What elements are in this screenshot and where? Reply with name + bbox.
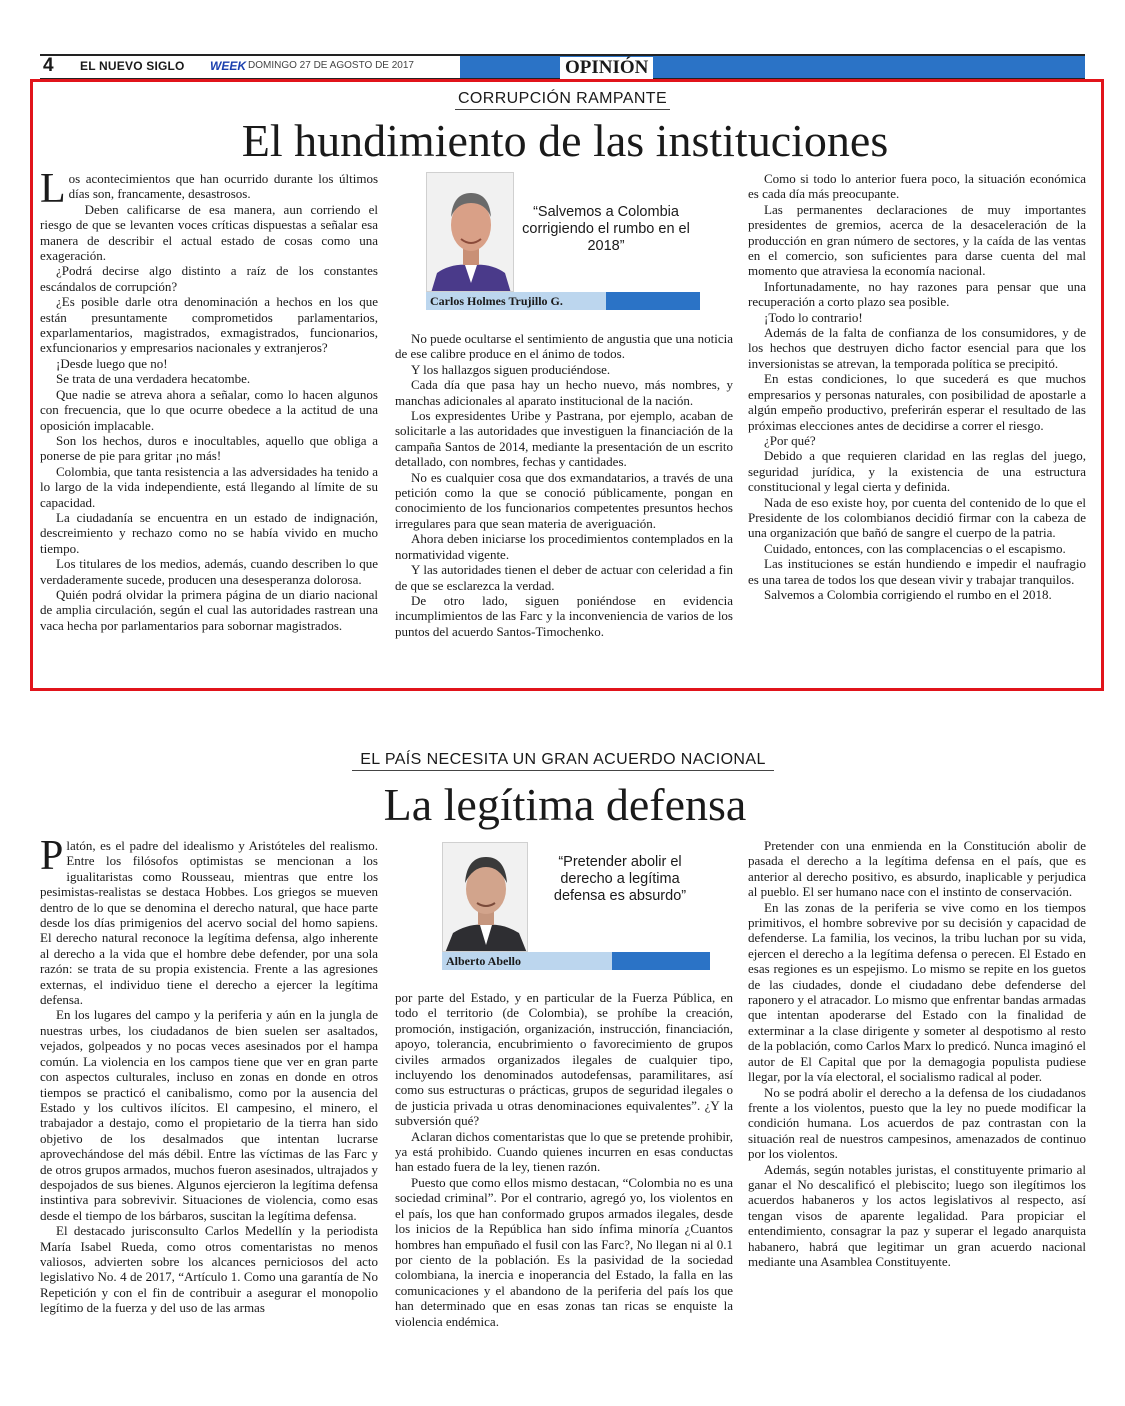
article1-column-1 <box>40 166 378 633</box>
article1-paragraph: ¿Podrá decirse algo distinto a raíz de los constantes escándalos de corrupción? <box>40 263 378 294</box>
issue-date: DOMINGO 27 DE AGOSTO DE 2017 <box>248 60 414 71</box>
article1-column-2 <box>395 331 733 639</box>
article1-paragraph: ¡Todo lo contrario! <box>764 309 863 325</box>
article1-paragraph: La ciudadanía se encuentra en un estado de indignación, descreimiento y rechazo como no se había vivido en mucho tiempo. <box>40 509 378 556</box>
pull-quote: “Pretender abolir el derecho a legítima defensa es absurdo” <box>553 854 687 904</box>
article2-paragraph: En las zonas de la periferia se vive como en los tiempos primitivos, el hombre sobrevive por su decisión y capacidad de defenderse. La familia, los vecinos, la tribu luchan por su vida, ejercen el derecho a la legítima defensa o perecen. El Estado en esas regiones es un espejismo. Lo mismo se repite en los guetos de las ciudades, donde el ciudadano debe defenderse del raponero y el atracador. Lo mismo que enfrentar bandas armadas que intentan apoderarse del Estado con la finalidad de exterminar a la clase dirigente y someter al despotismo al resto de la población, como Carlos Marx lo predicó. Nunca imaginó el autor de El Capital que por la demagogia populista pudiese llegar, por la vía electoral, el socialismo radical al poder. <box>748 899 1086 1085</box>
edition-name: WEEK <box>210 59 246 73</box>
article1-paragraph: Infortunadamente, no hay razones para pensar que una recuperación a corto plazo sea posible. <box>748 278 1086 310</box>
article1-paragraph: Como si todo lo anterior fuera poco, la situación económica es cada día más preocupante. <box>748 171 1086 202</box>
article1-paragraph: Cuidado, entonces, con las complacencias o el escapismo. <box>764 540 1066 556</box>
article1-paragraph: No puede ocultarse el sentimiento de angustia que una noticia de ese calibre produce en el ánimo de todos. <box>395 331 733 362</box>
section-title: OPINIÓN <box>560 57 653 79</box>
article1-paragraph: ¿Es posible darle otra denominación a hechos en los que están presuntamente comprometidos parlamentarios, exparlamentarios, magistrados, exmagistrados, funcionarios, exfuncionarios y empresarios nacionales y extranjeros? <box>40 294 378 356</box>
author-name: Carlos Holmes Trujillo G. <box>430 294 563 308</box>
author-name-bar <box>426 292 700 310</box>
article1-paragraph: Los expresidentes Uribe y Pastrana, por ejemplo, acaban de solicitarle a las autoridades que investiguen la financiación de la campaña Santos de 2014, mediante la presentación de un escrito detallado, con nombres, fechas y cantidades. <box>395 408 733 470</box>
article1-paragraph: Los titulares de los medios, además, cuando describen lo que verdaderamente sucede, producen una desesperanza dolorosa. <box>40 556 378 587</box>
article2-column-1 <box>40 833 378 1316</box>
article2-paragraph: No se podrá abolir el derecho a la defensa de los ciudadanos frente a los violentos, puesto que la ley no puede modificar la condición humana. Los acuerdos de paz contrastan con la situación real de nuestros campesinos, amenazados de continuo por los violentos. <box>748 1084 1086 1162</box>
page-header <box>40 54 1085 80</box>
author-name-bar <box>442 952 710 970</box>
article2-paragraph: Platón, es el padre del idealismo y Aristóteles del realismo. Entre los filósofos optimistas se mencionan a los igualitaristas como Rousseau, mientras que entre los pesimistas-realistas se destaca Hobbes. Los griegos se mueven dentro de lo que se denomina el derecho natural, que hace parte desde los días primigenios del acervo social del homo sapiens. El derecho natural reconoce la legítima defensa, algo inherente al derecho a la vida que el hombre debe defender, por una sola razón: se trata de su propia existencia. Frente a las agresiones externas, el individuo tiene el derecho a ejercer la legítima defensa. <box>40 833 378 1008</box>
article2-paragraph: En los lugares del campo y la periferia y aún en la jungla de nuestras urbes, los ciudadanos de bien suelen ser asaltados, vejados, golpeados y no pocas veces asesinados por el hampa común. La violencia en los campos tiene que ver en gran parte con aspectos culturales, incluso en zonas en donde en otros tiempos se practicó el canibalismo, como por la ausencia del Estado y los cultivos ilícitos. El campesino, el minero, el trabajador a destajo, como el propietario de la tierra han sido objetivo de los desalmados que intentan lucrarse aprovechándose del más débil. Entre las víctimas de las Farc y de otros grupos armados, muchos fueron asesinados, ultrajados y despojados de sus bienes. Algunos ejercieron la legítima defensa instintiva para sobrevivir. Situaciones de violencia, como esas desde el tiempo de los bárbaros, suscitan la legítima defensa. <box>40 1007 378 1223</box>
article2-paragraph: Pretender con una enmienda en la Constitución abolir de pasada el derecho a la legítima defensa en el país, que es anterior al derecho positivo, es absurdo, inaplicable y perjudica al pueblo. El ser humano nace con el instinto de conservación. <box>748 838 1086 900</box>
author-portrait-icon <box>443 843 528 952</box>
article2-paragraph: Además, según notables juristas, el constituyente primario al ganar el No descalificó el plebiscito; luego son ilegítimos los acuerdos habaneros y los actos legislativos al respecto, así tengan visos de aparente legalidad. Para propiciar el entendimiento, consagrar la paz y superar el legado anarquista habanero, habrá que legitimar un gran acuerdo nacional mediante una Asamblea Constituyente. <box>748 1161 1086 1269</box>
article1-paragraph: No es cualquier cosa que dos exmandatarios, a través de una petición como la que se conoció públicamente, pongan en conocimiento de los funcionarios competentes presuntos hechos irregulares para que sean materia de averiguación. <box>395 469 733 531</box>
article1-paragraph: Son los hechos, duros e inocultables, aquello que obliga a ponerse de pie para gritar ¡no más! <box>40 432 378 464</box>
article2-author-box <box>442 842 710 970</box>
section-band <box>460 56 1085 78</box>
article1-paragraph: Se trata de una verdadera hecatombe. <box>56 371 251 387</box>
newspaper-name: EL NUEVO SIGLO <box>80 59 185 73</box>
article2-column-2 <box>395 990 733 1329</box>
author-name: Alberto Abello <box>446 954 521 968</box>
article1-paragraph: Nada de eso existe hoy, por cuenta del contenido de lo que el Presidente de los colombianos decidió firmar con la cabeza de una organización que bañó de sangre el cuerpo de la patria. <box>748 494 1086 541</box>
author-photo <box>442 842 528 952</box>
article1-paragraph: Y los hallazgos siguen produciéndose. <box>411 361 611 377</box>
article1-paragraph: Los acontecimientos que han ocurrido durante los últimos días son, francamente, desastrosos. <box>40 166 378 212</box>
dropcap: L <box>40 166 66 212</box>
article1-paragraph: Debido a que requieren claridad en las reglas del juego, seguridad jurídica, y la existencia de una estructura constitucional y legal cierta y definida. <box>748 448 1086 495</box>
dropcap: P <box>40 833 64 879</box>
article2-title: La legítima defensa <box>383 779 747 830</box>
article1-paragraph: Además de la falta de confianza de los consumidores, y de los hechos que destruyen dicho factor esencial para que los inversionistas se atrevan, la temporada política se precipitó. <box>748 325 1086 371</box>
article1-paragraph: Colombia, que tanta resistencia a las adversidades ha tenido a lo largo de la vida independiente, está llegando al límite de su capacidad. <box>40 463 378 510</box>
article1-paragraph: Las permanentes declaraciones de muy importantes presidentes de gremios, acerca de la desaceleración de la producción en gran número de sectores, y la caída de las ventas en el comercio, son suficientes para darse cuenta del mal momento que atraviesa la economía nacional. <box>748 201 1086 279</box>
article1-column-3 <box>748 171 1086 602</box>
pull-quote: “Salvemos a Colombia corrigiendo el rumbo en el 2018” <box>522 204 690 254</box>
article1-paragraph: ¿Por qué? <box>764 432 816 448</box>
article1-paragraph: Cada día que pasa hay un hecho nuevo, más nombres, y manchas adicionales al aparato institucional de la nación. <box>395 377 733 408</box>
article1-paragraph: En estas condiciones, lo que sucederá es que muchos empresarios y personas naturales, con posibilidad de apostarle a algún empeño productivo, preferirán esperar el resultado de las próximas elecciones antes de decidirse a correr el riesgo. <box>748 371 1086 433</box>
article1-paragraph: De otro lado, siguen poniéndose en evidencia incumplimientos de las Farc y la inconveniencia de varios de los puntos del acuerdo Santos-Timochenko. <box>395 592 733 639</box>
article1-paragraph: Deben calificarse de esa manera, aun corriendo el riesgo de que se levanten voces críticas dispuestas a señalar esa manera de describir el actual estado de cosas como una exageración. <box>40 201 378 264</box>
article1-paragraph: ¡Desde luego que no! <box>56 355 168 371</box>
article2-paragraph: Puesto que como ellos mismo destacan, “Colombia no es una sociedad criminal”. Por el contrario, agregó yo, los violentos en el país, los que han conformado grupos armados ilegales, desde los inicios de la República han sido ínfima minoría ¿Cuantos hombres han empuñado el fusil con las Farc?, No llegan ni al 0.1 por ciento de la población. Es la pasividad de la sociedad colombiana, la inercia e inoperancia del Estado, la falla en las comunicaciones y el abandono de la periferia del país los que han determinado que en esas zonas tan ricas se enquiste la violencia endémica. <box>395 1174 733 1329</box>
article1-paragraph: Que nadie se atreva ahora a señalar, como lo hacen algunos con frecuencia, que lo que ocurre obedece a la actitud de una oposición implacable. <box>40 386 378 433</box>
article2-paragraph: El destacado jurisconsulto Carlos Medellín y la periodista María Isabel Rueda, como otros comentaristas no menos valiosos, advierten sobre los alcances perniciosos del acto legislativo No. 4 de 2017, “Artículo 1. Como una garantía de No Repetición y con el fin de contribuir a asegurar el monopolio legítimo de la fuerza y del uso de las armas <box>40 1223 378 1316</box>
article1-paragraph: Quién podrá olvidar la primera página de un diario nacional de amplia circulación, según el cual las autoridades rastrean una vaca hecha por parlamentarios para sobornar magistrados. <box>40 586 378 633</box>
article1-paragraph: Salvemos a Colombia corrigiendo el rumbo en el 2018. <box>764 586 1052 602</box>
author-portrait-icon <box>427 173 514 292</box>
article1-paragraph: Ahora deben iniciarse los procedimientos contemplados en la normatividad vigente. <box>395 531 733 562</box>
article2-paragraph: Aclaran dichos comentaristas que lo que se pretende prohibir, ya está prohibido. Cuando quienes incurren en esas conductas han estado fuera de la ley, tienen razón. <box>395 1128 733 1175</box>
article2-kicker: EL PAÍS NECESITA UN GRAN ACUERDO NACIONAL <box>352 751 774 771</box>
article1-paragraph: Y las autoridades tienen el deber de actuar con celeridad a fin de que se esclarezca la verdad. <box>395 562 733 593</box>
article2-paragraph: por parte del Estado, y en particular de la Fuerza Pública, en todo el territorio (de Colombia), se prohíbe la creación, promoción, instigación, organización, instrucción, financiación, apoyo, tolerancia, encubrimiento o favorecimiento de grupos civiles armados organizados ilegales de cualquier tipo, incluyendo los denominados autodefensas, paramilitares, así como sus estructuras o prácticas, grupos de seguridad ilegales o de justicia privada u otras denominaciones equivalentes”. ¿Y la subversión qué? <box>395 990 733 1129</box>
article1-paragraph: Las instituciones se están hundiendo e impedir el naufragio es una tarea de todos los que desean vivir y trabajar tranquilos. <box>748 556 1086 587</box>
article2-column-3 <box>748 838 1086 1269</box>
article1-author-box <box>426 172 700 312</box>
author-photo <box>426 172 514 292</box>
page-number: 4 <box>43 55 54 76</box>
article1-kicker: CORRUPCIÓN RAMPANTE <box>455 90 670 110</box>
article1-title: El hundimiento de las instituciones <box>241 115 889 166</box>
